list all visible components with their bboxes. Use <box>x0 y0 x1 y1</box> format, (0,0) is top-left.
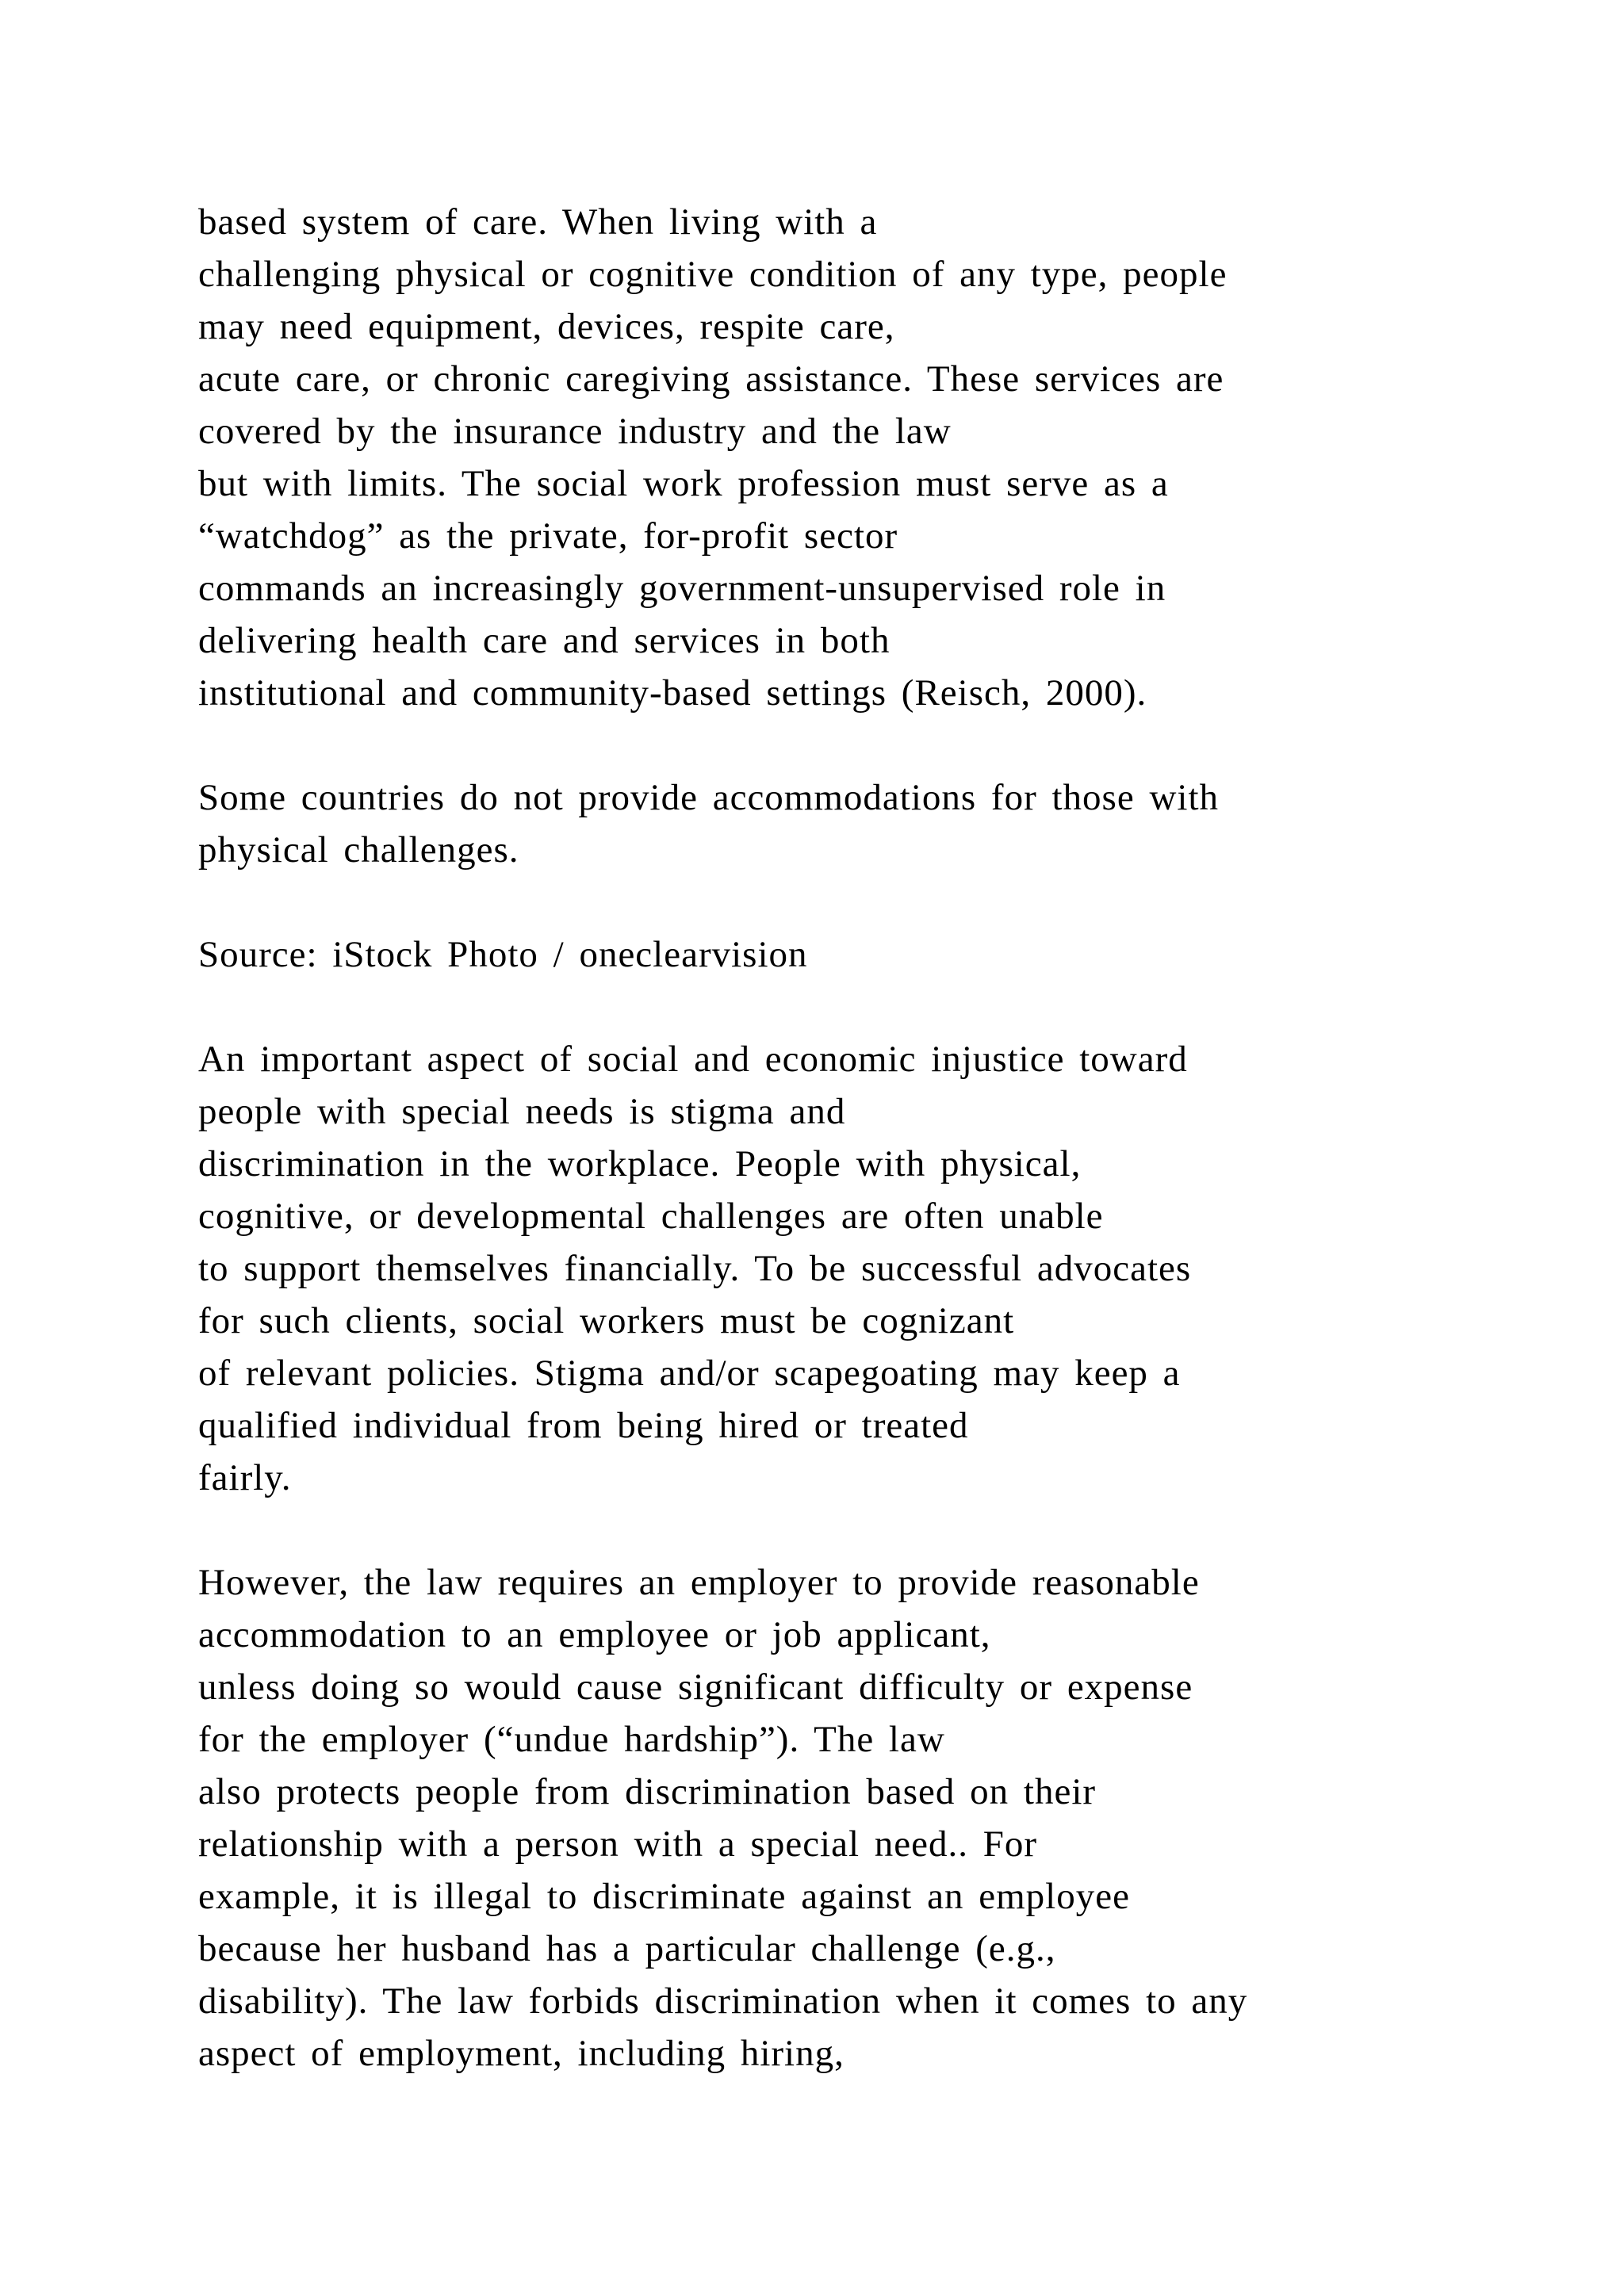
text-line: but with limits. The social work profession must serve as a <box>198 463 1169 504</box>
paragraph-spacer <box>198 719 1546 771</box>
text-line: “watchdog” as the private, for-profit sector <box>198 515 898 557</box>
text-line: relationship with a person with a special need.. For <box>198 1823 1038 1865</box>
paragraph-spacer <box>198 981 1546 1033</box>
image-caption <box>198 771 1546 876</box>
text-line: However, the law requires an employer to provide reasonable <box>198 1562 1200 1603</box>
image-source-credit <box>198 928 1546 981</box>
text-line: qualified individual from being hired or treated <box>198 1405 969 1446</box>
paragraph-spacer <box>198 1504 1546 1556</box>
paragraph-reasonable-accommodation <box>198 1556 1546 2080</box>
text-line: discrimination in the workplace. People with physical, <box>198 1143 1082 1184</box>
text-line: fairly. <box>198 1457 292 1498</box>
text-line: people with special needs is stigma and <box>198 1091 846 1132</box>
text-line: Source: iStock Photo / oneclearvision <box>198 934 808 975</box>
text-line: for the employer (“undue hardship”). The law <box>198 1719 945 1760</box>
text-line: because her husband has a particular challenge (e.g., <box>198 1928 1056 1969</box>
text-line: acute care, or chronic caregiving assistance. These services are <box>198 358 1224 400</box>
text-line: An important aspect of social and economic injustice toward <box>198 1039 1188 1080</box>
paragraph-care-system <box>198 196 1546 719</box>
document-page <box>198 196 1546 2080</box>
text-line: of relevant policies. Stigma and/or scapegoating may keep a <box>198 1353 1181 1394</box>
text-line: Some countries do not provide accommodations for those with <box>198 777 1220 818</box>
text-line: challenging physical or cognitive condition of any type, people <box>198 254 1228 295</box>
text-line: commands an increasingly government-unsupervised role in <box>198 568 1166 609</box>
text-line: aspect of employment, including hiring, <box>198 2033 845 2074</box>
paragraph-spacer <box>198 876 1546 928</box>
text-line: example, it is illegal to discriminate against an employee <box>198 1876 1130 1917</box>
text-line: disability). The law forbids discrimination when it comes to any <box>198 1980 1248 2022</box>
text-line: cognitive, or developmental challenges are often unable <box>198 1196 1104 1237</box>
text-line: also protects people from discrimination based on their <box>198 1771 1097 1812</box>
text-line: based system of care. When living with a <box>198 201 878 243</box>
text-line: institutional and community-based settings (Reisch, 2000). <box>198 672 1147 714</box>
text-line: delivering health care and services in both <box>198 620 891 661</box>
text-line: covered by the insurance industry and the law <box>198 411 952 452</box>
text-line: may need equipment, devices, respite care, <box>198 306 895 347</box>
text-line: accommodation to an employee or job applicant, <box>198 1614 991 1655</box>
text-line: physical challenges. <box>198 829 519 871</box>
paragraph-workplace-stigma <box>198 1033 1546 1504</box>
text-line: to support themselves financially. To be successful advocates <box>198 1248 1192 1289</box>
text-line: unless doing so would cause significant difficulty or expense <box>198 1667 1193 1708</box>
text-line: for such clients, social workers must be cognizant <box>198 1300 1015 1341</box>
